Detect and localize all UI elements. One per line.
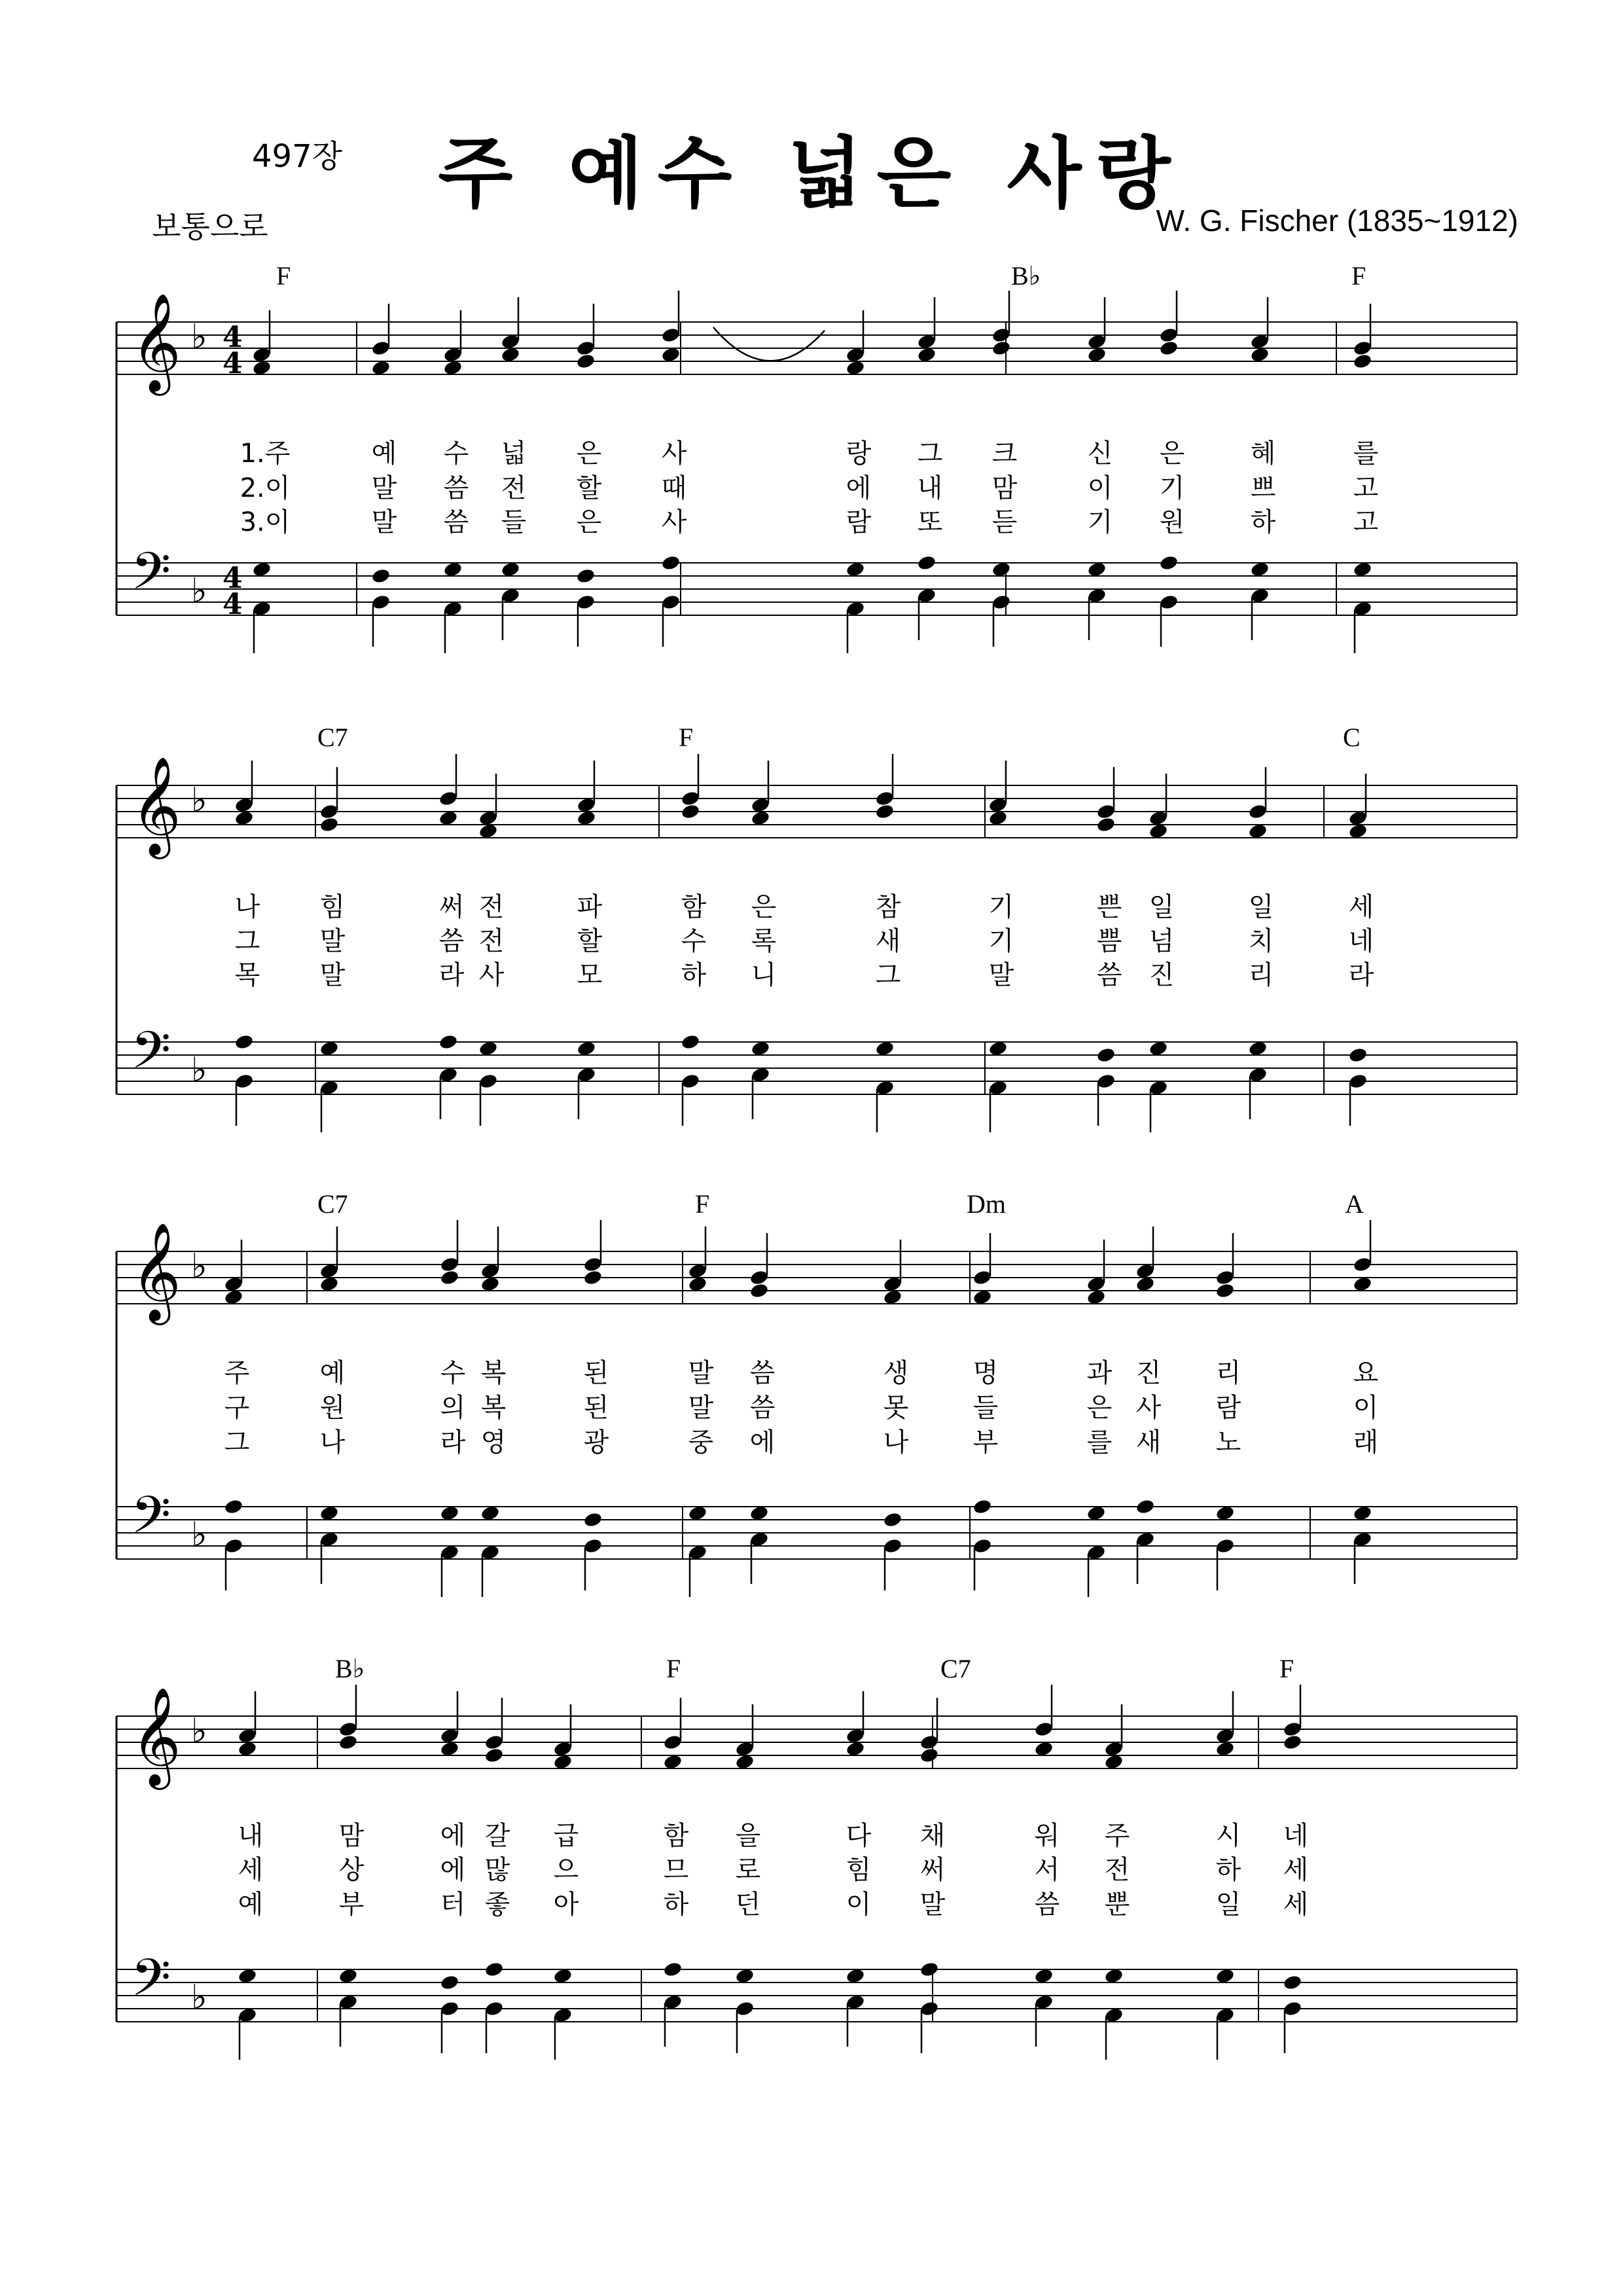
chord-symbol: F bbox=[1279, 1654, 1294, 1683]
notehead bbox=[484, 2000, 505, 2017]
lyric-verse-1: 을 bbox=[735, 1821, 761, 1851]
lyric-verse-1: 씀 bbox=[749, 1358, 776, 1388]
notehead bbox=[234, 1073, 255, 1090]
notehead bbox=[1248, 803, 1268, 820]
lyric-verse-3: 중 bbox=[688, 1427, 714, 1458]
notehead bbox=[371, 594, 391, 611]
lyric-verse-3: 듣 bbox=[991, 507, 1018, 537]
lyric-verse-2: 쁘 bbox=[1250, 473, 1276, 503]
lyric-verse-2: 기 bbox=[988, 926, 1014, 956]
lyric-verse-1: 쁜 bbox=[1096, 892, 1122, 922]
chord-symbol: F bbox=[679, 723, 694, 752]
lyric-verse-3: 에 bbox=[749, 1427, 776, 1458]
lyric-verse-2: 못 bbox=[883, 1393, 909, 1423]
treble-clef-icon: 𝄞 bbox=[131, 755, 181, 855]
lyric-verse-1: 그 bbox=[917, 439, 943, 469]
lyric-verse-3: 고 bbox=[1353, 507, 1379, 537]
lyric-verse-1: 주 bbox=[224, 1358, 250, 1388]
notehead bbox=[438, 1033, 459, 1050]
notehead bbox=[583, 1256, 603, 1273]
lyric-verse-2: 구 bbox=[224, 1393, 250, 1423]
lyric-verse-2: 의 bbox=[440, 1393, 466, 1423]
lyric-verse-3: 말 bbox=[919, 1890, 946, 1920]
lyric-verse-1: 다 bbox=[846, 1821, 872, 1851]
lyric-verse-3: 말 bbox=[371, 507, 397, 537]
lyric-verse-3: 라 bbox=[440, 1427, 466, 1458]
lyric-verse-1: 사 bbox=[661, 439, 687, 469]
chord-symbol: Dm bbox=[967, 1189, 1006, 1219]
notehead bbox=[919, 1747, 940, 1764]
lyric-verse-3: 씀 bbox=[1034, 1890, 1060, 1920]
notehead bbox=[917, 554, 937, 571]
lyric-verse-2: 람 bbox=[1215, 1393, 1241, 1423]
lyric-verse-2: 맘 bbox=[991, 473, 1018, 503]
lyric-verse-1: 크 bbox=[991, 439, 1018, 469]
lyric-verse-2: 씀 bbox=[749, 1393, 776, 1423]
lyric-verse-3: 사 bbox=[661, 507, 687, 537]
lyric-verse-2: 씀 bbox=[438, 926, 465, 956]
lyric-verse-3: 목 bbox=[234, 960, 260, 990]
notehead bbox=[440, 1256, 460, 1273]
composer-credit: W. G. Fischer (1835~1912) bbox=[1156, 204, 1518, 238]
bass-clef-icon: 𝄢 bbox=[131, 1948, 171, 2020]
lyric-verse-3: 던 bbox=[735, 1890, 761, 1920]
chord-symbol: C7 bbox=[317, 1189, 348, 1219]
notehead bbox=[1283, 1974, 1303, 1991]
lyric-verse-3: 터 bbox=[440, 1890, 466, 1920]
time-signature-bottom: 4 bbox=[223, 588, 243, 621]
notehead bbox=[440, 1269, 460, 1286]
lyric-verse-3: 하 bbox=[1250, 507, 1276, 537]
lyric-verse-2: 전 bbox=[1104, 1855, 1130, 1885]
treble-clef-icon: 𝄞 bbox=[131, 1221, 181, 1321]
lyric-verse-1: 세 bbox=[1348, 892, 1374, 922]
lyric-verse-1: 일 bbox=[1248, 892, 1274, 922]
lyric-verse-2: 원 bbox=[319, 1393, 346, 1423]
lyric-verse-3: 하 bbox=[681, 960, 707, 990]
lyric-verse-3: 람 bbox=[846, 507, 872, 537]
lyric-verse-3: 부 bbox=[338, 1890, 365, 1920]
lyric-verse-3: 말 bbox=[988, 960, 1014, 990]
notehead bbox=[1353, 353, 1373, 370]
lyric-verse-3: 라 bbox=[438, 960, 465, 990]
notehead bbox=[1096, 1047, 1116, 1064]
lyric-verse-2: 사 bbox=[1135, 1393, 1162, 1423]
chord-symbol: C bbox=[1343, 723, 1361, 752]
notehead bbox=[749, 1282, 770, 1299]
notehead bbox=[1159, 554, 1179, 571]
lyric-verse-1: 명 bbox=[972, 1358, 999, 1388]
lyric-verse-1: 넓 bbox=[501, 439, 527, 469]
lyric-verse-3: 를 bbox=[1086, 1427, 1113, 1458]
notehead bbox=[1096, 1073, 1116, 1090]
lyric-verse-1: 워 bbox=[1034, 1821, 1060, 1851]
lyric-verse-3: 아 bbox=[553, 1890, 579, 1920]
notehead bbox=[1096, 816, 1116, 833]
lyric-verse-3: 진 bbox=[1149, 960, 1175, 990]
lyric-verse-1: 급 bbox=[553, 1821, 579, 1851]
lyric-verse-2: 그 bbox=[234, 926, 260, 956]
lyric-verse-1: 함 bbox=[663, 1821, 689, 1851]
flat-key-signature-icon: ♭ bbox=[191, 1247, 207, 1286]
notehead bbox=[991, 340, 1012, 357]
lyric-verse-3: 그 bbox=[875, 960, 901, 990]
lyric-verse-3: 예 bbox=[238, 1890, 264, 1920]
lyric-verse-3: 세 bbox=[1283, 1890, 1309, 1920]
flat-key-signature-icon: ♭ bbox=[191, 1978, 207, 2017]
lyric-verse-3: 노 bbox=[1215, 1427, 1241, 1458]
flat-key-signature-icon: ♭ bbox=[191, 571, 207, 611]
lyric-verse-2: 고 bbox=[1353, 473, 1379, 503]
notehead bbox=[972, 1269, 993, 1286]
notehead bbox=[583, 1269, 603, 1286]
treble-clef-icon: 𝄞 bbox=[131, 292, 181, 391]
lyric-verse-1: 수 bbox=[440, 1358, 466, 1388]
lyric-verse-1: 생 bbox=[883, 1358, 909, 1388]
lyric-verse-2: 세 bbox=[1283, 1855, 1309, 1885]
notehead bbox=[440, 1974, 460, 1991]
chord-symbol: B♭ bbox=[1011, 261, 1041, 291]
lyric-verse-1: 파 bbox=[577, 892, 603, 922]
page-title: 주 예수 넓은 사랑 bbox=[438, 128, 1185, 219]
lyric-verse-2: 전 bbox=[501, 473, 527, 503]
lyric-verse-1: 채 bbox=[919, 1821, 946, 1851]
chord-symbol: C7 bbox=[940, 1654, 971, 1683]
notehead bbox=[972, 1537, 993, 1554]
notehead bbox=[224, 1537, 244, 1554]
flat-key-signature-icon: ♭ bbox=[191, 1515, 207, 1554]
lyric-verse-2: 복 bbox=[480, 1393, 507, 1423]
lyric-verse-3: 영 bbox=[480, 1427, 507, 1458]
lyric-verse-1: 수 bbox=[443, 439, 469, 469]
lyric-verse-2: 쁨 bbox=[1096, 926, 1122, 956]
notehead bbox=[663, 1734, 683, 1751]
lyric-verse-2: 힘 bbox=[846, 1855, 872, 1885]
lyric-verse-3: 모 bbox=[577, 960, 603, 990]
lyric-verse-2: 으 bbox=[553, 1855, 579, 1885]
lyric-verse-3: 일 bbox=[1215, 1890, 1241, 1920]
lyric-verse-3: 나 bbox=[319, 1427, 346, 1458]
lyric-verse-3: 은 bbox=[576, 507, 602, 537]
lyric-verse-3: 기 bbox=[1087, 507, 1113, 537]
lyric-verse-3: 뿐 bbox=[1104, 1890, 1130, 1920]
notehead bbox=[1159, 340, 1179, 357]
lyric-verse-1: 복 bbox=[480, 1358, 507, 1388]
lyric-verse-3: 또 bbox=[917, 507, 943, 537]
lyric-verse-3: 들 bbox=[501, 507, 527, 537]
lyric-verse-1: 은 bbox=[1159, 439, 1185, 469]
lyric-verse-2: 치 bbox=[1248, 926, 1274, 956]
notehead bbox=[576, 353, 596, 370]
lyric-verse-2: 네 bbox=[1348, 926, 1374, 956]
lyric-verse-1: 갈 bbox=[484, 1821, 510, 1851]
notehead bbox=[661, 327, 681, 344]
lyric-verse-1: 요 bbox=[1353, 1358, 1379, 1388]
hymn-number: 497장 bbox=[252, 138, 342, 175]
lyric-verse-1: 은 bbox=[576, 439, 602, 469]
lyric-verse-1: 은 bbox=[751, 892, 777, 922]
notehead bbox=[1135, 1498, 1156, 1515]
notehead bbox=[440, 2000, 460, 2017]
bass-clef-icon: 𝄢 bbox=[131, 1486, 171, 1558]
lyric-verse-2: 말 bbox=[371, 473, 397, 503]
lyric-verse-2: 전 bbox=[478, 926, 505, 956]
slur bbox=[713, 327, 825, 361]
lyric-verse-1: 진 bbox=[1135, 1358, 1162, 1388]
notehead bbox=[875, 790, 895, 807]
lyric-verse-2: 2.이 bbox=[240, 473, 291, 503]
lyric-verse-2: 수 bbox=[681, 926, 707, 956]
lyric-verse-2: 넘 bbox=[1149, 926, 1175, 956]
lyric-verse-1: 내 bbox=[238, 1821, 264, 1851]
notehead bbox=[991, 594, 1012, 611]
notehead bbox=[583, 1511, 603, 1528]
lyric-verse-3: 하 bbox=[663, 1890, 689, 1920]
notehead bbox=[576, 567, 596, 584]
lyric-verse-2: 기 bbox=[1159, 473, 1185, 503]
lyric-verse-2: 할 bbox=[576, 473, 602, 503]
time-signature-top: 4 bbox=[223, 562, 243, 595]
notehead bbox=[661, 594, 681, 611]
lyric-verse-1: 예 bbox=[371, 439, 397, 469]
lyric-verse-2: 에 bbox=[846, 473, 872, 503]
lyric-verse-2: 므 bbox=[663, 1855, 689, 1885]
time-signature-top: 4 bbox=[223, 321, 243, 354]
lyric-verse-2: 말 bbox=[688, 1393, 714, 1423]
lyric-verse-2: 세 bbox=[238, 1855, 264, 1885]
lyric-verse-2: 내 bbox=[917, 473, 943, 503]
lyric-verse-1: 된 bbox=[583, 1358, 609, 1388]
lyric-verse-3: 말 bbox=[319, 960, 346, 990]
notehead bbox=[681, 790, 701, 807]
chord-symbol: F bbox=[276, 261, 291, 291]
lyric-verse-2: 새 bbox=[875, 926, 901, 956]
lyric-verse-2: 씀 bbox=[443, 473, 469, 503]
flat-key-signature-icon: ♭ bbox=[191, 317, 207, 357]
lyric-verse-2: 상 bbox=[338, 1855, 365, 1885]
lyric-verse-1: 나 bbox=[234, 892, 260, 922]
lyric-verse-3: 사 bbox=[478, 960, 505, 990]
notehead bbox=[478, 1073, 499, 1090]
notehead bbox=[1353, 340, 1373, 357]
notehead bbox=[484, 1734, 505, 1751]
notehead bbox=[1159, 594, 1179, 611]
lyric-verse-3: 래 bbox=[1353, 1427, 1379, 1458]
notehead bbox=[972, 1498, 993, 1515]
lyric-verse-1: 함 bbox=[681, 892, 707, 922]
lyric-verse-3: 광 bbox=[583, 1427, 609, 1458]
lyric-verse-1: 를 bbox=[1353, 439, 1379, 469]
notehead bbox=[224, 1498, 244, 1515]
notehead bbox=[681, 803, 701, 820]
notehead bbox=[1283, 1721, 1303, 1738]
lyric-verse-3: 3.이 bbox=[240, 507, 291, 537]
notehead bbox=[883, 1511, 903, 1528]
notehead bbox=[371, 340, 391, 357]
notehead bbox=[583, 1537, 603, 1554]
lyric-verse-3: 새 bbox=[1135, 1427, 1162, 1458]
notehead bbox=[1215, 1282, 1236, 1299]
lyric-verse-1: 에 bbox=[440, 1821, 466, 1851]
lyric-verse-3: 이 bbox=[846, 1890, 872, 1920]
tempo-marking: 보통으로 bbox=[152, 209, 268, 244]
lyric-verse-1: 힘 bbox=[319, 892, 346, 922]
lyric-verse-2: 할 bbox=[577, 926, 603, 956]
notehead bbox=[1283, 2000, 1303, 2017]
notehead bbox=[338, 1721, 359, 1738]
lyric-verse-1: 맘 bbox=[338, 1821, 365, 1851]
lyric-verse-1: 말 bbox=[688, 1358, 714, 1388]
notehead bbox=[883, 1537, 903, 1554]
notehead bbox=[681, 1073, 701, 1090]
lyric-verse-2: 이 bbox=[1353, 1393, 1379, 1423]
notehead bbox=[1215, 1537, 1236, 1554]
lyric-verse-1: 신 bbox=[1087, 439, 1113, 469]
notehead bbox=[484, 1961, 505, 1978]
lyric-verse-3: 씀 bbox=[443, 507, 469, 537]
notehead bbox=[484, 1747, 505, 1764]
notehead bbox=[875, 803, 895, 820]
lyric-verse-3: 원 bbox=[1159, 507, 1185, 537]
notehead bbox=[1348, 1047, 1368, 1064]
chord-symbol: B♭ bbox=[335, 1654, 365, 1683]
notehead bbox=[338, 1734, 359, 1751]
lyric-verse-3: 씀 bbox=[1096, 960, 1122, 990]
chord-symbol: F bbox=[695, 1189, 710, 1219]
lyric-verse-1: 네 bbox=[1283, 1821, 1309, 1851]
notehead bbox=[749, 1269, 770, 1286]
notehead bbox=[371, 567, 391, 584]
lyric-verse-3: 나 bbox=[883, 1427, 909, 1458]
notehead bbox=[991, 327, 1012, 344]
lyric-verse-1: 시 bbox=[1215, 1821, 1241, 1851]
notehead bbox=[919, 1734, 940, 1751]
lyric-verse-3: 좋 bbox=[484, 1890, 510, 1920]
lyric-verse-2: 많 bbox=[484, 1855, 510, 1885]
lyric-verse-2: 들 bbox=[972, 1393, 999, 1423]
notehead bbox=[1034, 1721, 1054, 1738]
notehead bbox=[1348, 1073, 1368, 1090]
lyric-verse-1: 1.주 bbox=[240, 439, 291, 469]
chord-symbol: C7 bbox=[317, 723, 348, 752]
lyric-verse-2: 된 bbox=[583, 1393, 609, 1423]
lyric-verse-1: 써 bbox=[438, 892, 465, 922]
lyric-verse-1: 주 bbox=[1104, 1821, 1130, 1851]
lyric-verse-3: 부 bbox=[972, 1427, 999, 1458]
notehead bbox=[661, 554, 681, 571]
lyric-verse-1: 예 bbox=[319, 1358, 346, 1388]
notehead bbox=[234, 1033, 255, 1050]
notehead bbox=[735, 2000, 755, 2017]
lyric-verse-1: 혜 bbox=[1250, 439, 1276, 469]
lyric-verse-2: 로 bbox=[735, 1855, 761, 1885]
time-signature-bottom: 4 bbox=[223, 347, 243, 380]
lyric-verse-1: 전 bbox=[478, 892, 505, 922]
lyric-verse-3: 그 bbox=[224, 1427, 250, 1458]
lyric-verse-2: 서 bbox=[1034, 1855, 1060, 1885]
flat-key-signature-icon: ♭ bbox=[191, 1050, 207, 1090]
lyric-verse-1: 과 bbox=[1086, 1358, 1113, 1388]
bass-clef-icon: 𝄢 bbox=[131, 542, 171, 614]
notehead bbox=[1283, 1734, 1303, 1751]
flat-key-signature-icon: ♭ bbox=[191, 781, 207, 820]
notehead bbox=[319, 803, 340, 820]
notehead bbox=[438, 790, 459, 807]
lyric-verse-3: 라 bbox=[1348, 960, 1374, 990]
chord-symbol: A bbox=[1345, 1189, 1364, 1219]
chord-symbol: F bbox=[1351, 261, 1366, 291]
notehead bbox=[319, 816, 340, 833]
lyric-verse-2: 은 bbox=[1086, 1393, 1113, 1423]
notehead bbox=[681, 1033, 701, 1050]
lyric-verse-2: 하 bbox=[1215, 1855, 1241, 1885]
chord-symbol: F bbox=[666, 1654, 681, 1683]
flat-key-signature-icon: ♭ bbox=[191, 1712, 207, 1751]
lyric-verse-2: 에 bbox=[440, 1855, 466, 1885]
notehead bbox=[919, 1961, 940, 1978]
lyric-verse-1: 일 bbox=[1149, 892, 1175, 922]
lyric-verse-2: 써 bbox=[919, 1855, 946, 1885]
lyric-verse-3: 니 bbox=[751, 960, 777, 990]
notehead bbox=[576, 340, 596, 357]
notehead bbox=[1215, 1269, 1236, 1286]
notehead bbox=[663, 1961, 683, 1978]
lyric-verse-2: 때 bbox=[661, 473, 687, 503]
lyric-verse-2: 이 bbox=[1087, 473, 1113, 503]
notehead bbox=[1096, 803, 1116, 820]
notehead bbox=[1159, 327, 1179, 344]
bass-clef-icon: 𝄢 bbox=[131, 1021, 171, 1093]
notehead bbox=[576, 594, 596, 611]
treble-clef-icon: 𝄞 bbox=[131, 1686, 181, 1785]
lyric-verse-2: 말 bbox=[319, 926, 346, 956]
lyric-verse-1: 기 bbox=[988, 892, 1014, 922]
lyric-verse-2: 록 bbox=[751, 926, 777, 956]
lyric-verse-1: 참 bbox=[875, 892, 901, 922]
lyric-verse-1: 랑 bbox=[846, 439, 872, 469]
lyric-verse-3: 리 bbox=[1248, 960, 1274, 990]
notehead bbox=[1353, 1256, 1373, 1273]
lyric-verse-1: 리 bbox=[1215, 1358, 1241, 1388]
notehead bbox=[919, 2000, 940, 2017]
